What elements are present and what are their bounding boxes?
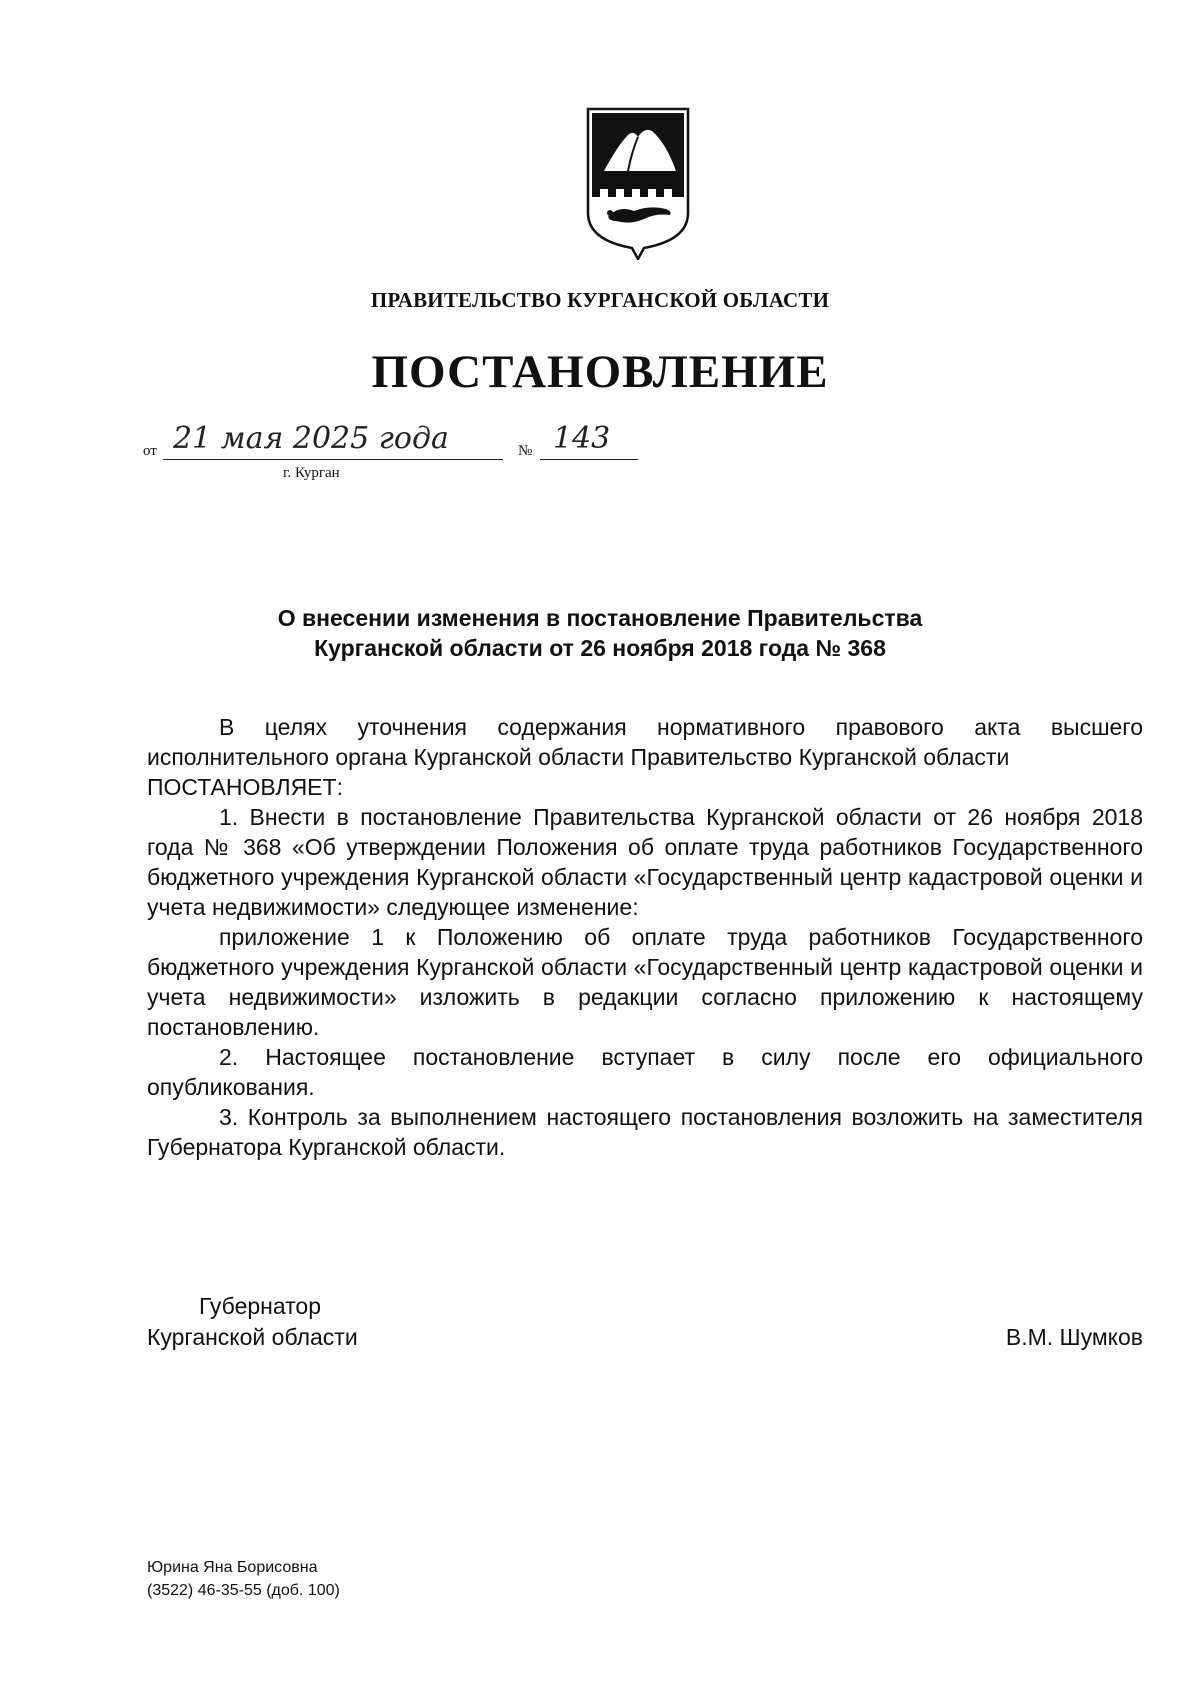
subject-line-2: Курганской области от 26 ноября 2018 года № 368 <box>314 635 886 661</box>
signatory-name: В.М. Шумков <box>1005 1324 1143 1350</box>
paragraph-preamble: В целях уточнения содержания нормативного правового акта высшего исполнительного органа Курганской области Правительство Курганской области <box>147 714 1143 770</box>
signatory-position <box>147 1291 358 1353</box>
number-prefix: № <box>518 443 533 459</box>
coat-of-arms-icon <box>582 105 694 260</box>
paragraph-item-1: 1. Внести в постановление Правительства Курганской области от 26 ноября 2018 года № 368 «Об утверждении Положения об оплате труда работников Государственного бюджетного учреждения Курганской области «Государственный центр кадастровой оценки и учета недвижимости» следующее изменение: <box>147 804 1143 920</box>
city: г. Курган <box>283 465 340 481</box>
document-subject <box>0 603 1200 663</box>
date-underline <box>163 459 503 460</box>
position-line-1: Губернатор <box>199 1293 322 1319</box>
document-body <box>147 712 1143 1162</box>
executor-name: Юрина Яна Борисовна <box>147 1559 318 1576</box>
executor-phone: (3522) 46-35-55 (доб. 100) <box>147 1582 340 1599</box>
subject-line-1: О внесении изменения в постановление Правительства <box>277 605 923 631</box>
number-underline <box>540 459 638 460</box>
paragraph-appendix: приложение 1 к Положению об оплате труда работников Государственного бюджетного учреждения Курганской области «Государственный центр кадастровой оценки и учета недвижимости» изложить в редакции согласно приложению к настоящему постановлению. <box>147 924 1143 1040</box>
paragraph-item-2: 2. Настоящее постановление вступает в силу после его официального опубликования. <box>147 1044 1143 1100</box>
document-type-title: ПОСТАНОВЛЕНИЕ <box>371 346 829 398</box>
paragraph-item-3: 3. Контроль за выполнением настоящего постановления возложить на заместителя Губернатора Курганской области. <box>147 1104 1143 1160</box>
organization-name: ПРАВИТЕЛЬСТВО КУРГАНСКОЙ ОБЛАСТИ <box>370 288 830 312</box>
executor-info <box>147 1556 340 1602</box>
handwritten-date: 21 мая 2025 года <box>173 421 449 456</box>
paragraph-resolves: ПОСТАНОВЛЯЕТ: <box>147 774 343 800</box>
date-number-row <box>143 421 663 465</box>
position-line-2: Курганской области <box>147 1324 358 1350</box>
date-prefix: от <box>143 443 157 459</box>
handwritten-number: 143 <box>553 421 611 456</box>
